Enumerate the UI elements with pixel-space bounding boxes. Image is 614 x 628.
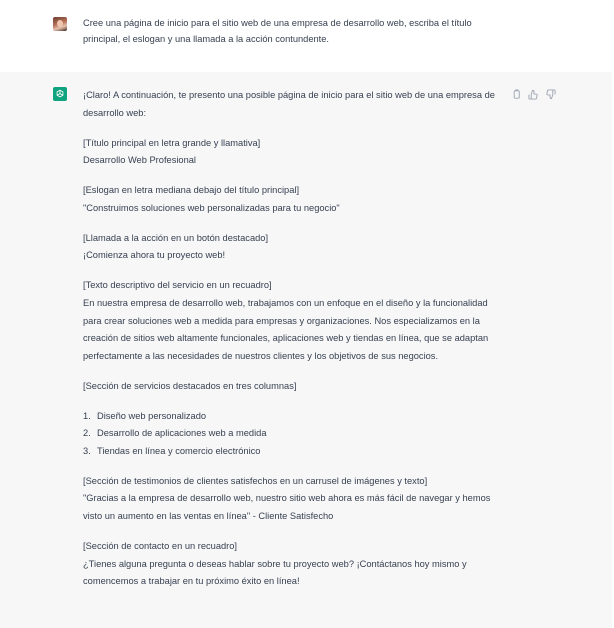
section-heading: [Sección de testimonios de clientes satisfechos en un carrusel de imágenes y texto] bbox=[83, 475, 428, 486]
thumbs-down-icon[interactable] bbox=[545, 89, 557, 100]
list-text: Desarrollo de aplicaciones web a medida bbox=[97, 428, 267, 439]
section-body: ¿Tienes alguna pregunta o deseas hablar sobre tu proyecto web? ¡Contáctanos hoy mismo y comencemos a trabajar en tu próximo éxito en línea! bbox=[83, 558, 467, 587]
message-actions bbox=[511, 89, 557, 100]
list-item bbox=[83, 425, 503, 443]
section-title bbox=[83, 135, 503, 170]
section-heading: [Sección de contacto en un recuadro] bbox=[83, 541, 238, 551]
featured-services-list bbox=[83, 408, 503, 461]
section-cta bbox=[83, 230, 503, 265]
user-message bbox=[83, 16, 503, 48]
section-body: ¡Comienza ahora tu proyecto web! bbox=[83, 250, 226, 261]
section-description bbox=[83, 277, 503, 365]
section-heading: [Título principal en letra grande y llamativa] bbox=[83, 137, 261, 148]
featured-heading: [Sección de servicios destacados en tres columnas] bbox=[83, 380, 297, 391]
assistant-message bbox=[83, 87, 503, 603]
section-body: "Gracias a la empresa de desarrollo web, nuestro sitio web ahora es más fácil de navegar y hemos visto un aumento en las ventas en línea" - Cliente Satisfecho bbox=[83, 493, 491, 522]
user-avatar-face bbox=[57, 20, 63, 27]
list-number: 2. bbox=[83, 428, 91, 439]
openai-logo-icon bbox=[55, 89, 65, 99]
assistant-intro: ¡Claro! A continuación, te presento una posible página de inicio para el sitio web de una empresa de desarrollo web: bbox=[83, 90, 495, 118]
section-heading: [Llamada a la acción en un botón destacado] bbox=[83, 232, 269, 243]
section-body: Desarrollo Web Profesional bbox=[83, 155, 196, 166]
section-slogan bbox=[83, 182, 503, 217]
copy-icon[interactable] bbox=[511, 89, 523, 100]
thumbs-up-icon[interactable] bbox=[528, 89, 540, 100]
assistant-message-row bbox=[0, 72, 612, 628]
section-heading: [Eslogan en letra mediana debajo del título principal] bbox=[83, 185, 300, 196]
chatgpt-logo-icon bbox=[53, 87, 67, 101]
section-testimonials bbox=[83, 473, 503, 526]
list-text: Tiendas en línea y comercio electrónico bbox=[97, 445, 261, 456]
list-text: Diseño web personalizado bbox=[97, 410, 207, 421]
section-contact bbox=[83, 538, 503, 591]
section-body: En nuestra empresa de desarrollo web, trabajamos con un enfoque en el diseño y la funcionalidad para crear soluciones web a medida para empresas y organizaciones. Nos especializamos en la creación de sitios web altamente funcionales, aplicaciones web y tiendas en línea, que se adaptan perfectamente a las necesidades de nuestros clientes y los objetivos de sus negocios. bbox=[83, 297, 489, 361]
section-body: "Construimos soluciones web personalizadas para tu negocio" bbox=[83, 202, 340, 213]
list-item bbox=[83, 443, 503, 461]
list-item bbox=[83, 408, 503, 426]
list-number: 1. bbox=[83, 410, 91, 421]
list-number: 3. bbox=[83, 445, 91, 456]
user-message-row bbox=[0, 0, 612, 73]
user-message-text: Cree una página de inicio para el sitio web de una empresa de desarrollo web, escriba el título principal, el eslogan y una llamada a la acción contundente. bbox=[83, 18, 472, 44]
section-heading: [Texto descriptivo del servicio en un recuadro] bbox=[83, 280, 272, 291]
user-avatar bbox=[53, 17, 67, 31]
